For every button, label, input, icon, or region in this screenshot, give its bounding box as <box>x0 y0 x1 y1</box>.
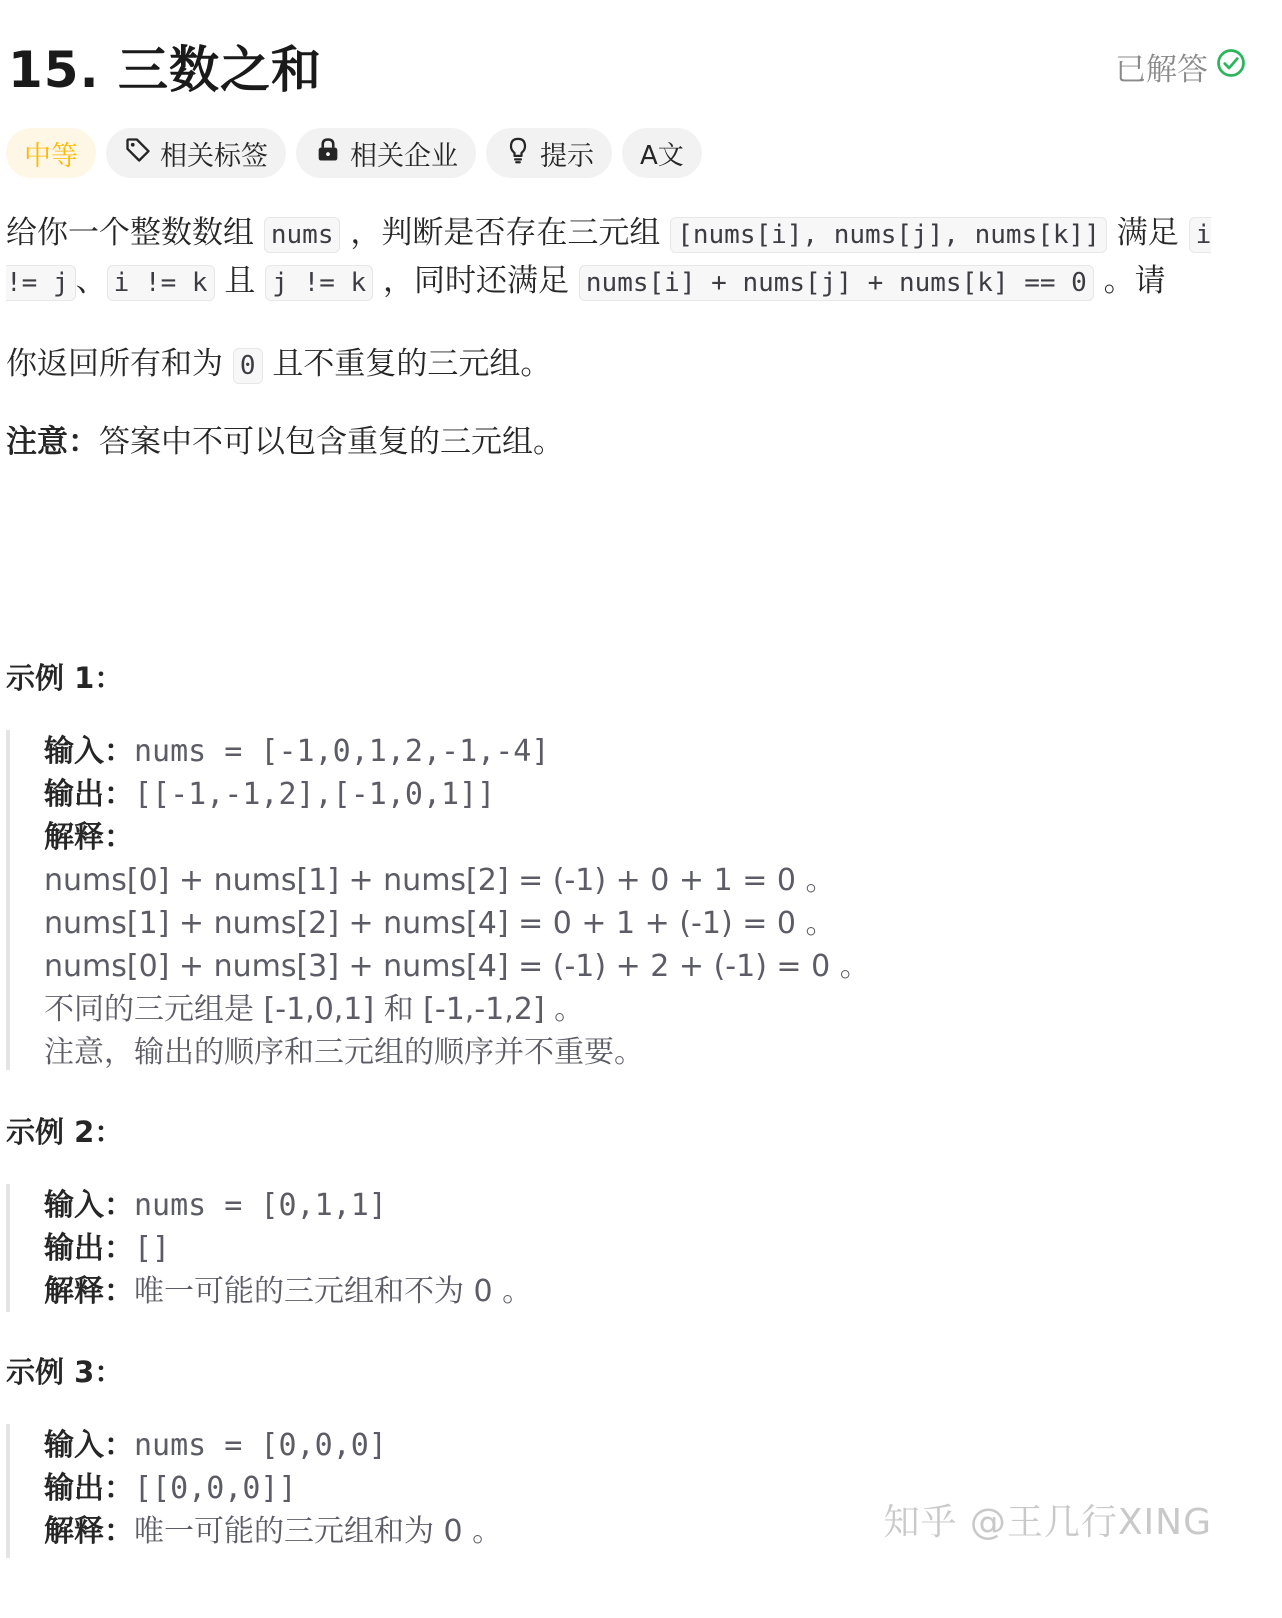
hint-button[interactable] <box>486 128 612 178</box>
example-explain: 解释：唯一可能的三元组和为 0 。 <box>44 1514 503 1549</box>
related-tags-button[interactable] <box>106 128 286 178</box>
problem-header <box>8 22 1246 102</box>
example-2-block <box>6 1184 532 1312</box>
example-output: 输出：[[0,0,0]] <box>44 1471 297 1506</box>
translate-button[interactable] <box>622 128 702 178</box>
example-2-title: 示例 2： <box>6 1115 124 1149</box>
check-circle-icon <box>1216 48 1246 86</box>
explain-line: nums[1] + nums[2] + nums[4] = 0 + 1 + (-1) = 0 。 <box>44 906 836 941</box>
explain-line: nums[0] + nums[1] + nums[2] = (-1) + 0 + 1 = 0 。 <box>44 863 836 898</box>
tag-icon <box>124 136 152 171</box>
note-paragraph <box>6 416 564 461</box>
lightbulb-icon <box>504 136 532 171</box>
explain-line: nums[0] + nums[3] + nums[4] = (-1) + 2 + (-1) = 0 。 <box>44 949 870 984</box>
explain-line: 不同的三元组是 [-1,0,1] 和 [-1,-1,2] 。 <box>44 992 585 1027</box>
example-output: 输出：[[-1,-1,2],[-1,0,1]] <box>44 777 496 812</box>
related-tags-label: 相关标签 <box>160 140 268 172</box>
difficulty-tag[interactable] <box>6 128 96 178</box>
inline-code: i != j <box>6 217 1211 301</box>
explain-line: 注意，输出的顺序和三元组的顺序并不重要。 <box>44 1035 644 1070</box>
example-input: 输入：nums = [0,1,1] <box>44 1188 387 1223</box>
inline-code: nums <box>264 217 341 253</box>
inline-code: 0 <box>233 348 263 384</box>
solved-label: 已解答 <box>1115 52 1208 88</box>
example-1-block <box>6 730 870 1070</box>
inline-code: [nums[i], nums[j], nums[k]] <box>670 217 1107 253</box>
companies-label: 相关企业 <box>350 140 458 172</box>
example-1-title: 示例 1： <box>6 661 124 695</box>
problem-description: 给你一个整数数组 nums ，判断是否存在三元组 [nums[i], nums[j], nums[k]] 满足 i != j 、 i != k 且 j != k ，同时还满足 nums[i] + nums[j] + nums[k] == 0 。请 <box>6 215 1212 299</box>
inline-code: j != k <box>265 265 373 301</box>
companies-button[interactable] <box>296 128 476 178</box>
example-input: 输入：nums = [-1,0,1,2,-1,-4] <box>44 734 550 769</box>
example-input: 输入：nums = [0,0,0] <box>44 1428 387 1463</box>
hint-label: 提示 <box>540 140 594 172</box>
inline-code: i != k <box>107 265 215 301</box>
difficulty-label: 中等 <box>24 140 78 172</box>
example-3-title: 示例 3： <box>6 1355 124 1389</box>
problem-title: 15. 三数之和 <box>8 41 322 99</box>
tag-bar <box>6 128 702 178</box>
example-explain: 解释：唯一可能的三元组和不为 0 。 <box>44 1274 533 1309</box>
solved-status <box>1115 44 1246 89</box>
translate-icon: A文 <box>640 140 684 171</box>
example-output: 输出：[] <box>44 1231 171 1266</box>
note-text: 答案中不可以包含重复的三元组。 <box>99 424 564 460</box>
inline-code: nums[i] + nums[j] + nums[k] == 0 <box>579 265 1094 301</box>
description-paragraph-2: 你返回所有和为 0 且不重复的三元组。 <box>6 346 552 382</box>
note-label: 注意： <box>6 424 99 460</box>
example-explain: 解释： <box>44 820 134 855</box>
example-3-block <box>6 1424 502 1558</box>
watermark: 知乎 @王几行XING <box>883 1502 1212 1543</box>
lock-icon <box>314 136 342 171</box>
